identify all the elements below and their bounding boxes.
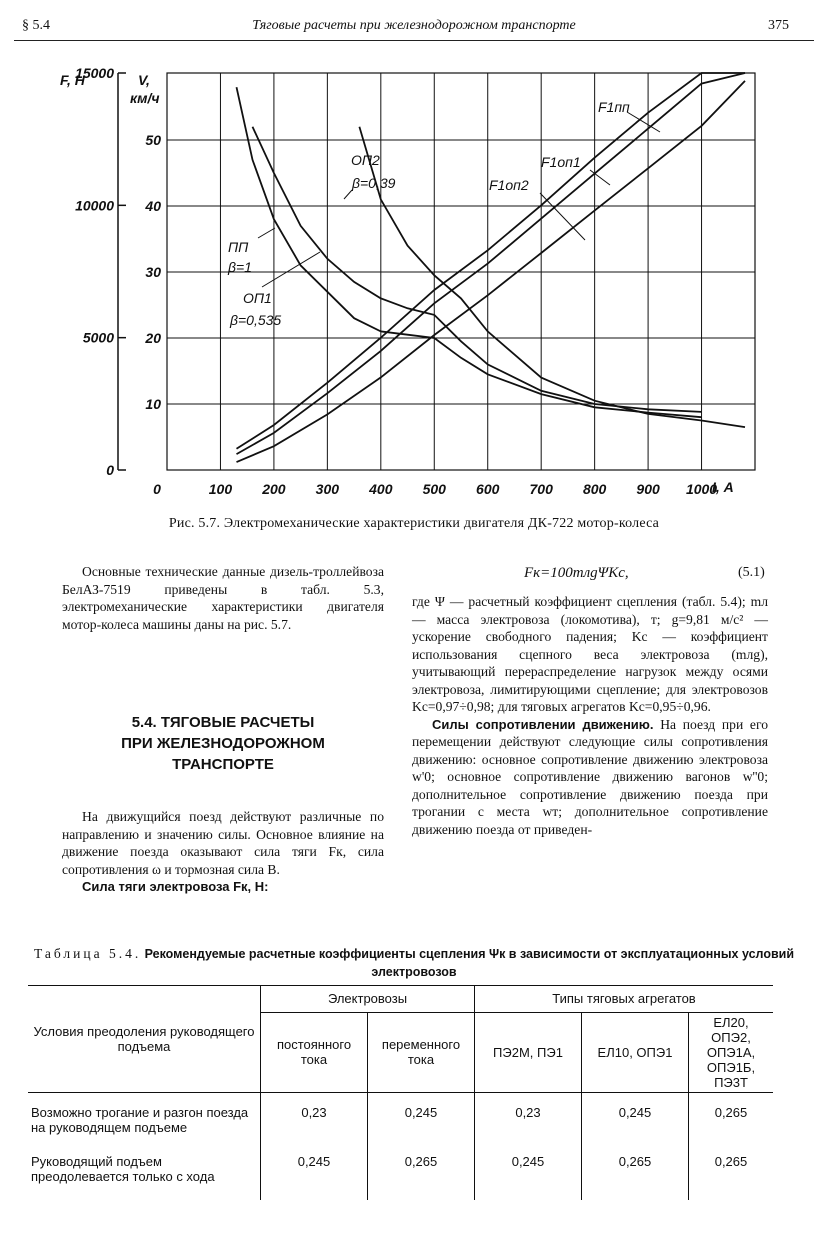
- x-tick-label: 0: [153, 481, 161, 497]
- curve-label-f1op2: F1оп2: [489, 177, 529, 193]
- resistance-paragraph: На поезд при его перемещении действуют следующие силы сопротивления движению: основное сопротивление движению электровоза w'0; основное сопротивление движению вагонов w''0; дополнительное сопротивление движению поезда при трогании с места wт; дополнительное сопротивление движению поезда от приведен-: [412, 716, 768, 837]
- table-caption-text: Рекомендуемые расчетные коэффициенты сцепления Ψк в зависимости от эксплуатационных условий электровозов: [144, 947, 795, 979]
- x-tick-label: 900: [636, 481, 660, 497]
- x-tick-label: 600: [476, 481, 500, 497]
- forces-paragraph: На движущийся поезд действуют различные по направлению и значению силы. Основное влияние на движение поезда оказывают сила тяги Fк, сила сопротивления ω и тормозная сила B.: [62, 809, 384, 877]
- section-heading-line-1: 5.4. ТЯГОВЫЕ РАСЧЕТЫ: [131, 714, 315, 731]
- series-line-0: [237, 87, 702, 417]
- header-group-electric: Электровозы: [261, 986, 475, 1012]
- header-col-el10: ЕЛ10, ОПЭ1: [582, 1012, 689, 1092]
- x-tick-label: 800: [582, 481, 607, 497]
- x-tick-label: 400: [369, 481, 393, 497]
- row-2-pe2m: 0,245: [475, 1152, 582, 1200]
- y1-tick-label: 10000: [75, 197, 114, 214]
- header-col-el20: ЕЛ20, ОПЭ2, ОПЭ1А, ОПЭ1Б, ПЭ3Т: [689, 1012, 774, 1092]
- y1-tick-label: 0: [106, 462, 114, 478]
- row-2-el20: 0,265: [714, 1154, 748, 1169]
- y2-tick-label: 20: [145, 330, 161, 346]
- x-tick-label: 200: [262, 481, 286, 497]
- x-tick-label: 1000: [685, 481, 718, 497]
- row-2-el10: 0,265: [582, 1152, 689, 1200]
- x-tick-label: 700: [529, 481, 553, 497]
- curve-label-op2: ОП2: [351, 152, 380, 168]
- section-heading-line-3: ТРАНСПОРТЕ: [172, 756, 274, 773]
- curve-label-pp-beta: β=1: [228, 259, 252, 275]
- row-1-condition: Возможно трогание и разгон поезда на руководящем подъеме: [28, 1092, 261, 1152]
- table-caption: [28, 945, 800, 981]
- row-2-condition: Руководящий подъем преодолевается только с хода: [28, 1152, 261, 1200]
- resistance-heading: Силы сопротивлении движению.: [432, 716, 654, 732]
- section-heading-line-2: ПРИ ЖЕЛЕЗНОДОРОЖНОМ: [121, 735, 325, 752]
- intro-paragraph: Основные технические данные дизель-троллейвоза БелАЗ-7519 приведены в табл. 5.3, электромеханические характеристики двигателя мотор-колеса машины даны на рис. 5.7.: [62, 564, 384, 632]
- curve-label-f1op1: F1оп1: [541, 154, 581, 170]
- right-column: [412, 593, 768, 838]
- y1-tick-label: 15000: [75, 65, 114, 81]
- section-heading: [62, 712, 384, 775]
- y1-tick-label: 5000: [82, 329, 114, 346]
- row-2-ac: 0,265: [368, 1152, 475, 1200]
- formula-5-1: Fк=100mлgΨKс,: [524, 565, 629, 581]
- curve-label-op1-beta: β=0,535: [230, 312, 282, 328]
- y2-tick-label: 10: [145, 396, 161, 412]
- header-condition: Условия преодоления руководящего подъема: [28, 986, 261, 1092]
- x-tick-label: 300: [315, 481, 340, 497]
- series-line-3: [237, 73, 746, 454]
- x-tick-label: 500: [422, 481, 446, 497]
- row-1-el20: 0,265: [714, 1104, 748, 1120]
- formula-explanation: где Ψ — расчетный коэффициент сцепления (табл. 5.4); mл — масса электровоза (локомотива), т; g=9,81 м/с² — ускорение свободного падения; Kс — коэффициент использования сцепного веса электровоза (mлg), учитывающий перераспределение нагрузок между осями электровоза, лимитирующими сцепление; для электровозов Kс=0,97÷0,98; для тяговых агрегатов Kс=0,95÷0,96.: [412, 594, 768, 714]
- y2-tick-label: 30: [145, 264, 161, 280]
- table-caption-prefix: Таблица 5.4.: [33, 946, 142, 961]
- y2-tick-label: 50: [145, 132, 161, 148]
- series-line-2: [359, 127, 745, 427]
- formula-number: (5.1): [738, 565, 765, 580]
- y1-axis-label: F, Н: [60, 72, 85, 88]
- row-2-dc: 0,245: [261, 1152, 368, 1200]
- left-column: [62, 563, 384, 633]
- curve-label-op2-beta: β=0,39: [352, 175, 396, 191]
- y2-tick-label: 40: [145, 198, 161, 214]
- left-column-body: [62, 808, 384, 896]
- coefficient-table: [28, 986, 773, 1200]
- page-number: 375: [768, 18, 789, 33]
- row-1-ac: 0,245: [368, 1092, 475, 1152]
- y2-axis-label-unit: км/ч: [130, 90, 160, 106]
- header-col-pe2m: ПЭ2М, ПЭ1: [475, 1012, 582, 1092]
- header-group-traction: Типы тяговых агрегатов: [475, 986, 774, 1012]
- chart-ticks: [75, 65, 717, 497]
- header-col-ac: переменного тока: [368, 1012, 475, 1092]
- figure-caption: Рис. 5.7. Электромеханические характеристики двигателя ДК-722 мотор-колеса: [168, 516, 660, 531]
- y2-axis-label-top: V,: [138, 72, 150, 88]
- curve-label-pp: ПП: [228, 239, 249, 255]
- x-tick-label: 100: [208, 481, 233, 497]
- section-number: § 5.4: [22, 18, 50, 33]
- traction-force-heading: Сила тяги электровоза Fк, Н:: [82, 879, 269, 894]
- row-1-pe2m: 0,23: [475, 1092, 582, 1152]
- series-line-1: [253, 127, 702, 412]
- header-rule: [14, 40, 814, 41]
- row-1-dc: 0,23: [261, 1092, 368, 1152]
- running-title: Тяговые расчеты при железнодорожном транспорте: [252, 18, 576, 33]
- curve-label-op1: ОП1: [243, 290, 272, 306]
- curve-label-f1pp: F1пп: [598, 99, 630, 115]
- label-leaders: [258, 112, 660, 287]
- x-axis-label: I, А: [712, 479, 734, 495]
- header-col-dc: постоянного тока: [261, 1012, 368, 1092]
- figure-chart: [0, 60, 828, 505]
- row-1-el10: 0,245: [582, 1092, 689, 1152]
